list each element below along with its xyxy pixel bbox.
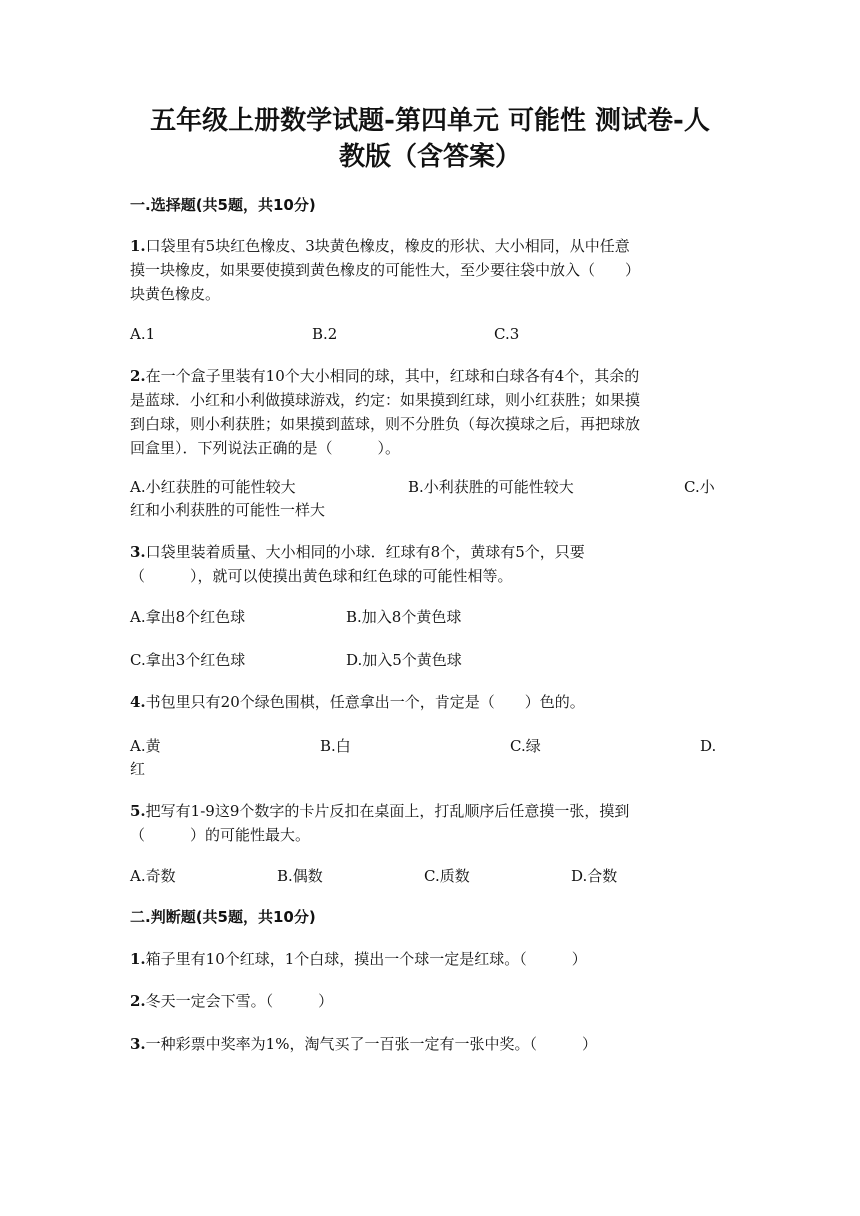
question-number: 4. — [130, 693, 146, 711]
question-2 — [130, 364, 720, 460]
question-line: 书包里只有20个绿色围棋，任意拿出一个，肯定是（ ）色的。 — [145, 693, 585, 711]
option-b: B.2 — [312, 325, 338, 343]
option-c: C.绿 — [510, 737, 541, 755]
judgement-1 — [130, 947, 720, 971]
question-line: 在一个盒子里装有10个大小相同的球，其中，红球和白球各有4个，其余的 — [145, 367, 640, 385]
question-line: （ ），就可以使摸出黄色球和红色球的可能性相等。 — [130, 567, 513, 585]
question-line: 是蓝球．小红和小利做摸球游戏，约定：如果摸到红球，则小红获胜；如果摸 — [130, 391, 641, 409]
question-number: 2. — [130, 367, 146, 385]
question-number: 3. — [130, 543, 146, 561]
option-c: C.质数 — [424, 867, 470, 885]
title-line-1: 五年级上册数学试题-第四单元 可能性 测试卷-人 — [150, 106, 710, 136]
question-5 — [130, 799, 720, 847]
question-line: 摸一块橡皮，如果要使摸到黄色橡皮的可能性大，至少要往袋中放入（ ） — [130, 261, 641, 279]
question-number: 1. — [130, 950, 146, 968]
option-c: C.小 — [684, 478, 715, 496]
question-number: 3. — [130, 1035, 146, 1053]
section-heading-judgement: 二.判断题(共5题，共10分) — [130, 908, 316, 926]
question-number: 2. — [130, 992, 146, 1010]
question-1 — [130, 234, 720, 306]
option-wrap: 红 — [130, 760, 146, 778]
question-line: 块黄色橡皮。 — [130, 285, 221, 303]
option-a: A.奇数 — [130, 867, 176, 885]
question-line: （ ）的可能性最大。 — [130, 826, 311, 844]
section-heading-choice: 一.选择题(共5题，共10分) — [130, 196, 316, 214]
question-line: 口袋里装着质量、大小相同的小球．红球有8个，黄球有5个，只要 — [145, 543, 585, 561]
option-d: D. — [700, 737, 717, 755]
option-a: A.1 — [130, 325, 156, 343]
page-title — [120, 103, 740, 175]
option-a: A.拿出8个红色球 — [130, 608, 246, 626]
judgement-2 — [130, 989, 720, 1013]
question-3 — [130, 540, 720, 588]
option-wrap: 红和小利获胜的可能性一样大 — [130, 501, 326, 519]
question-line: 到白球，则小利获胜；如果摸到蓝球，则不分胜负（每次摸球之后，再把球放 — [130, 415, 641, 433]
option-b: B.白 — [320, 737, 351, 755]
option-c: C.3 — [494, 325, 520, 343]
question-text: 箱子里有10个红球，1个白球，摸出一个球一定是红球。（ ） — [145, 950, 587, 968]
option-c: C.拿出3个红色球 — [130, 651, 246, 669]
judgement-3 — [130, 1032, 720, 1056]
option-b: B.小利获胜的可能性较大 — [408, 478, 574, 496]
question-text: 冬天一定会下雪。（ ） — [145, 992, 334, 1010]
question-text: 一种彩票中奖率为1%，淘气买了一百张一定有一张中奖。（ ） — [145, 1035, 597, 1053]
option-a: A.小红获胜的可能性较大 — [130, 478, 296, 496]
option-b: B.偶数 — [277, 867, 323, 885]
option-b: B.加入8个黄色球 — [346, 608, 462, 626]
question-4 — [130, 690, 720, 714]
option-d: D.合数 — [571, 867, 618, 885]
option-d: D.加入5个黄色球 — [346, 651, 462, 669]
title-line-2: 教版（含答案） — [338, 142, 521, 172]
option-a: A.黄 — [130, 737, 161, 755]
question-line: 口袋里有5块红色橡皮、3块黄色橡皮，橡皮的形状、大小相同，从中任意 — [145, 237, 630, 255]
question-number: 5. — [130, 802, 146, 820]
question-line: 回盒里）．下列说法正确的是（ ）。 — [130, 439, 401, 457]
question-line: 把写有1-9这9个数字的卡片反扣在桌面上，打乱顺序后任意摸一张，摸到 — [145, 802, 630, 820]
question-number: 1. — [130, 237, 146, 255]
